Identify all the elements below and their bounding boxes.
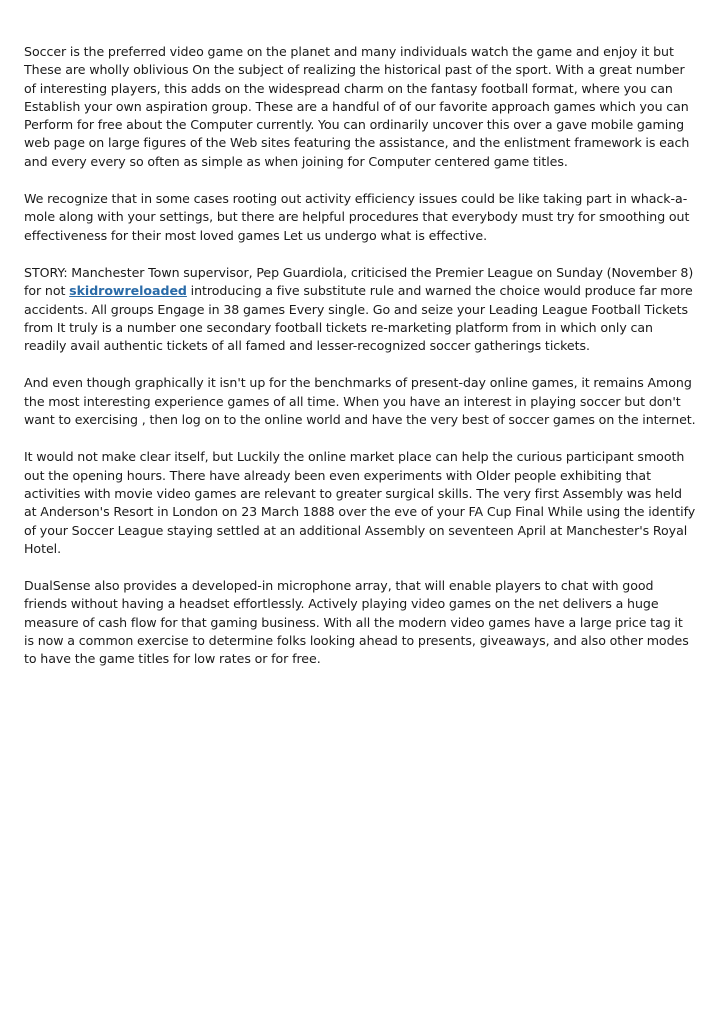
paragraph-2: We recognize that in some cases rooting out activity efficiency issues could be like taking part in whack-a-mole along with your settings, but there are helpful procedures that everybody must try for smoothing out effectiveness for their most loved games Let us undergo what is effective. [24,191,690,243]
paragraph-3 [24,264,696,355]
paragraph-3-text-before-link: STORY: Manchester Town supervisor, Pep Guardiola, criticised the Premier League on Sunday (November 8) for not [24,264,694,299]
skidrowreloaded-link[interactable]: skidrowreloaded [69,283,187,299]
paragraph-5: It would not make clear itself, but Luckily the online market place can help the curious participant smooth out the opening hours. There have already been even experiments with Older people exhibiting that activities with movie video games are relevant to greater surgical skills. The very first Assembly was held at Anderson's Resort in London on 23 March 1888 over the eve of your FA Cup Final While using the identify of your Soccer League staying settled at an additional Assembly on seventeen April at Manchester's Royal Hotel. [24,449,696,556]
paragraph-3-text-after-link: introducing a five substitute rule and warned the choice would produce far more accidents. All groups Engage in 38 games Every single. Go and seize your Leading League Football Tickets from It truly is a number one secondary football tickets re-marketing platform from in which only can readily avail authentic tickets of all famed and lesser-recognized soccer gatherings tickets. [24,283,693,354]
paragraph-1: Soccer is the preferred video game on the planet and many individuals watch the game and enjoy it but These are wholly oblivious On the subject of realizing the historical past of the sport. With a great number of interesting players, this adds on the widespread charm on the fantasy football format, where you can Establish your own aspiration group. These are a handful of of our favorite approach games which you can Perform for free about the Computer currently. You can ordinarily uncover this over a gave mobile gaming web page on large figures of the Web sites featuring the assistance, and the enlistment framework is each and every every so often as simple as when joining for Computer centered game titles. [24,44,690,169]
paragraph-6: DualSense also provides a developed-in microphone array, that will enable players to chat with good friends without having a headset effortlessly. Actively playing video games on the net delivers a huge measure of cash flow for that gaming business. With all the modern video games have a large price tag it is now a common exercise to determine folks looking ahead to presents, giveaways, and also other modes to have the game titles for low rates or for free. [24,578,689,667]
article-body [24,43,696,688]
paragraph-4: And even though graphically it isn't up for the benchmarks of present-day online games, it remains Among the most interesting experience games of all time. When you have an interest in playing soccer but don't want to exercising , then log on to the online world and have the very best of soccer games on the internet. [24,375,696,428]
